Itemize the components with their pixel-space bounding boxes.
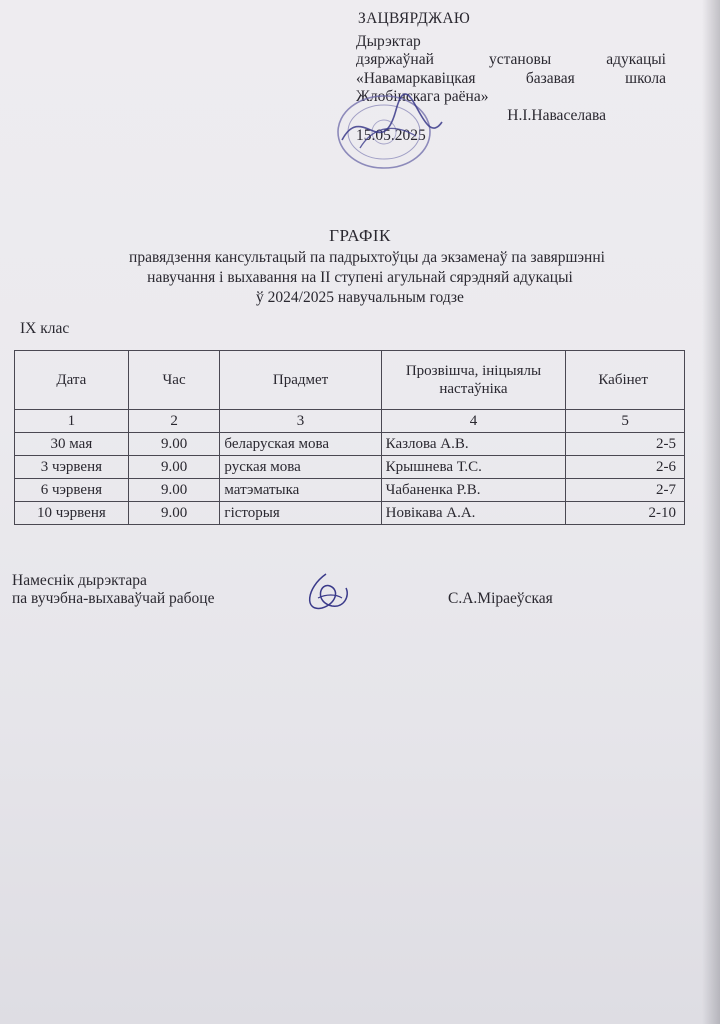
- cell-date: 6 чэрвеня: [15, 479, 129, 502]
- cell-time: 9.00: [128, 502, 220, 525]
- document-heading: [0, 226, 720, 308]
- column-number: 4: [381, 410, 566, 433]
- approval-word: школа: [625, 69, 666, 87]
- cell-teacher: Новікава А.А.: [381, 502, 566, 525]
- class-label: IX клас: [20, 320, 70, 337]
- cell-time: 9.00: [128, 479, 220, 502]
- cell-teacher: Чабаненка Р.В.: [381, 479, 566, 502]
- footer-position-line-1: Намеснік дырэктара: [12, 572, 147, 589]
- approval-signer: Н.І.Наваселава: [507, 106, 606, 124]
- column-number: 5: [566, 410, 685, 433]
- header-time: Час: [128, 351, 220, 410]
- table-row: [15, 456, 685, 479]
- approval-institution-line: [356, 51, 666, 70]
- header-subject: Прадмет: [220, 351, 381, 410]
- cell-room: 2-6: [566, 456, 685, 479]
- approval-position: Дырэктар: [356, 32, 421, 50]
- cell-time: 9.00: [128, 456, 220, 479]
- cell-subject: беларуская мова: [220, 433, 381, 456]
- header-date: Дата: [15, 351, 129, 410]
- approval-title: ЗАЦВЯРДЖАЮ: [358, 10, 471, 27]
- cell-time: 9.00: [128, 433, 220, 456]
- header-teacher: Прозвішча, ініцыялы настаўніка: [381, 351, 566, 410]
- approval-word: базавая: [525, 69, 575, 87]
- header-room: Кабінет: [566, 351, 685, 410]
- schedule-table: [14, 350, 685, 525]
- document-title: ГРАФІК: [329, 226, 391, 245]
- cell-teacher: Крышнева Т.С.: [381, 456, 566, 479]
- footer-position-line-2: па вучэбна-выхаваўчай рабоце: [12, 590, 215, 607]
- approval-date: 15.05.2025: [356, 127, 426, 144]
- approval-school-line: [356, 70, 666, 89]
- cell-teacher: Казлова А.В.: [381, 433, 566, 456]
- approval-district: Жлобінскага раёна»: [356, 88, 489, 105]
- cell-subject: матэматыка: [220, 479, 381, 502]
- heading-line-2: навучання і выхавання на II ступені агульнай сярэдняй адукацыі: [147, 269, 573, 286]
- table-row: [15, 479, 685, 502]
- cell-subject: гісторыя: [220, 502, 381, 525]
- cell-date: 3 чэрвеня: [15, 456, 129, 479]
- table-row: [15, 502, 685, 525]
- cell-subject: руская мова: [220, 456, 381, 479]
- approval-word: «Навамаркавіцкая: [356, 69, 476, 87]
- column-number: 3: [220, 410, 381, 433]
- heading-line-1: правядзення кансультацый па падрыхтоўцы да экзаменаў па завяршэнні: [129, 249, 605, 266]
- footer-signer-position: [12, 572, 214, 608]
- heading-line-3: ў 2024/2025 навучальным годзе: [256, 289, 464, 306]
- cell-date: 30 мая: [15, 433, 129, 456]
- round-stamp-seal: [332, 92, 448, 172]
- cell-room: 2-7: [566, 479, 685, 502]
- table-header-row: [15, 351, 685, 410]
- footer-signer-name: С.А.Міраеўская: [448, 590, 553, 607]
- cell-room: 2-10: [566, 502, 685, 525]
- approval-word: установы: [488, 51, 552, 68]
- cell-date: 10 чэрвеня: [15, 502, 129, 525]
- table-row: [15, 433, 685, 456]
- page-edge-shadow: [702, 0, 720, 1024]
- column-number: 1: [15, 410, 129, 433]
- column-number-row: [15, 410, 685, 433]
- approval-word: адукацыі: [606, 51, 666, 68]
- cell-room: 2-5: [566, 433, 685, 456]
- approval-word: дзяржаўнай: [356, 51, 434, 68]
- handwritten-signature: [296, 568, 356, 618]
- column-number: 2: [128, 410, 220, 433]
